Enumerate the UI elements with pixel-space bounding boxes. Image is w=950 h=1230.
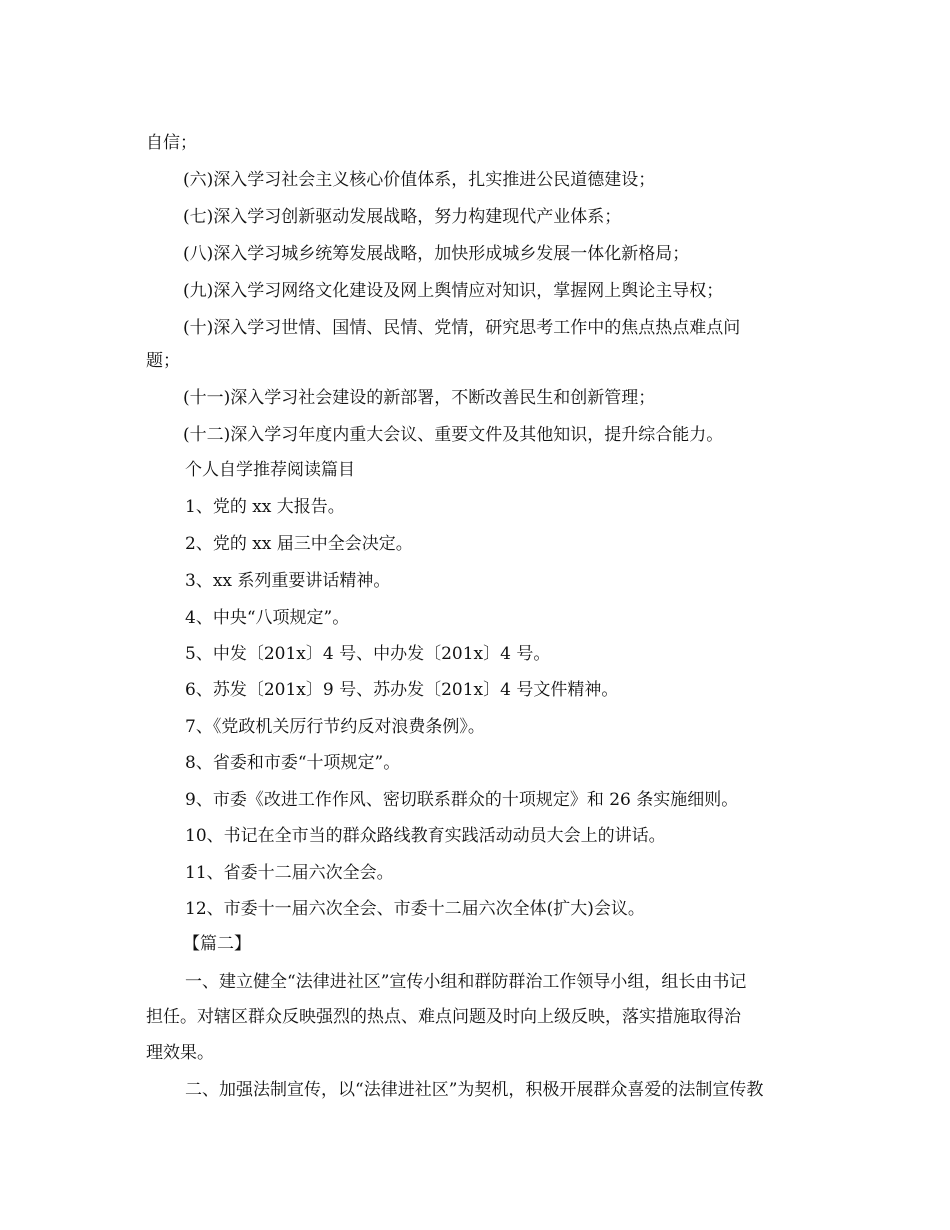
list-item: 6、苏发〔201x〕9 号、苏办发〔201x〕4 号文件精神。 xyxy=(185,680,619,700)
section-heading: 个人自学推荐阅读篇目 xyxy=(185,460,355,480)
text-line: 二、加强法制宣传，以“法律进社区”为契机，积极开展群众喜爱的法制宣传教 xyxy=(185,1080,764,1100)
text-line: (十二)深入学习年度内重大会议、重要文件及其他知识，提升综合能力。 xyxy=(183,425,724,445)
list-item: 2、党的 xx 届三中全会决定。 xyxy=(185,534,413,554)
text-line: 担任。对辖区群众反映强烈的热点、难点问题及时向上级反映，落实措施取得治 xyxy=(146,1007,741,1027)
list-item: 8、省委和市委“十项规定”。 xyxy=(185,753,401,773)
text-line: (六)深入学习社会主义核心价值体系，扎实推进公民道德建设； xyxy=(183,170,656,190)
list-item: 7、《党政机关厉行节约反对浪费条例》。 xyxy=(185,717,485,737)
text-line: 一、建立健全“法律进社区”宣传小组和群防群治工作领导小组，组长由书记 xyxy=(185,972,747,992)
list-item: 12、市委十一届六次全会、市委十二届六次全体(扩大)会议。 xyxy=(185,899,645,919)
text-line: 题； xyxy=(146,351,180,371)
text-line: (八)深入学习城乡统筹发展战略，加快形成城乡发展一体化新格局； xyxy=(183,244,690,264)
list-item: 9、市委《改进工作作风、密切联系群众的十项规定》和 26 条实施细则。 xyxy=(185,790,739,810)
text-line: 自信； xyxy=(146,133,197,153)
list-item: 10、书记在全市当的群众路线教育实践活动动员大会上的讲话。 xyxy=(185,826,666,846)
list-item: 4、中央“八项规定”。 xyxy=(185,608,350,628)
section-title: 【篇二】 xyxy=(183,934,251,954)
text-line: (十)深入学习世情、国情、民情、党情，研究思考工作中的焦点热点难点问 xyxy=(183,318,741,338)
list-item: 1、党的 xx 大报告。 xyxy=(185,497,345,517)
list-item: 11、省委十二届六次全会。 xyxy=(185,863,394,883)
text-line: (十一)深入学习社会建设的新部署，不断改善民生和创新管理； xyxy=(183,388,656,408)
text-line: 理效果。 xyxy=(146,1043,214,1063)
list-item: 5、中发〔201x〕4 号、中办发〔201x〕4 号。 xyxy=(185,644,551,664)
text-line: (七)深入学习创新驱动发展战略，努力构建现代产业体系； xyxy=(183,207,622,227)
text-line: (九)深入学习网络文化建设及网上舆情应对知识，掌握网上舆论主导权； xyxy=(183,281,724,301)
list-item: 3、xx 系列重要讲话精神。 xyxy=(185,571,391,591)
